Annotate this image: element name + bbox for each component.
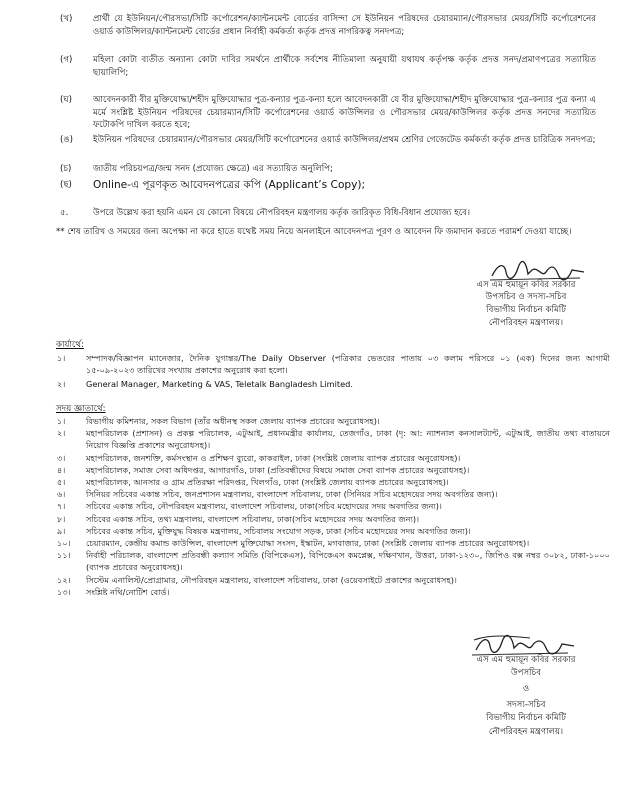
list-item-text: মহাপরিচালক, জনশক্তি, কর্মসংস্থান ও প্রশিক্ষণ ব্যুরো, কাকরাইল, ঢাকা (সংশ্লিষ্ট জেলায় ব্যাপক প্রচারের অনুরোধসহ)।: [86, 452, 461, 463]
signature-name: এস এম হুমায়ূন কবির সরকার: [476, 280, 576, 290]
list-item-number: ১২।: [57, 574, 71, 585]
list-item: [54, 415, 616, 427]
item-text: মহিলা কোটা ব্যতীত অন্যান্য কোটা দাবির সমর্থনে প্রার্থীকে সর্বশেষ নীতিমালা অনুযায়ী যথাযথ কর্তৃপক্ষ কর্তৃক প্রদত্ত সনদ/প্রমাণপত্রের সত্যায়িত ছায়ালিপি;: [93, 55, 596, 78]
list-item: [54, 476, 616, 488]
point-five-text: উপরে উল্লেখ করা হয়নি এমন যে কোনো বিষয়ে নৌপরিবহন মন্ত্রণালয় কর্তৃক জারিকৃত বিধি-বিধান প্রযোজ্য হবে।: [93, 208, 471, 218]
list-item: [54, 500, 616, 512]
item-kha: [0, 13, 618, 39]
list-item-number: ৬।: [57, 489, 66, 500]
list-item: [54, 513, 616, 525]
deadline-note: ** শেষ তারিখ ও সময়ের জন্য অপেক্ষা না করে হাতে যথেষ্ট সময় নিয়ে অনলাইনে আবেদনপত্র পূরণ ও আবেদন ফি জমাদান করতে পরামর্শ দেওয়া যাচ্ছে।: [56, 227, 572, 237]
list-item-text: সংশ্লিষ্ট নথি/নোটিশ বোর্ড।: [86, 586, 170, 597]
list-item: [54, 352, 616, 376]
info-heading: সদয় জ্ঞাতার্থে:: [56, 404, 106, 414]
list-item: [54, 574, 616, 586]
item-text: আবেদনকারী বীর মুক্তিযোদ্ধা/শহীদ মুক্তিযোদ্ধার পুত্র-কন্যার পুত্র-কন্যা হলে আবেদনকারী যে বীর মুক্তিযোদ্ধা/শহীদ মুক্তিযোদ্ধার পুত্র-কন্যার পুত্র কন্যা এ মর্মে সংশ্লিষ্ট ইউনিয়ন পরিষদের চেয়ারম্যান/সিটি কর্পোরেশনের ওয়ার্ড কাউন্সিলর ও পৌরসভার মেয়র/কাউন্সিলর কর্তৃক প্রদত্ত সনদের সত্যায়িত ফটোকপি দাখিল করতে হবে;: [93, 95, 596, 131]
list-item-number: ৫।: [57, 477, 66, 488]
list-item-text: সিস্টেম এনালিস্ট/প্রোগ্রামার, নৌপরিবহন মন্ত্রণালয়, বাংলাদেশ সচিবালয়, ঢাকা (ওয়েবসাইটে প্রকাশের অনুরোধসহ)।: [86, 574, 457, 585]
list-item-number: ৪।: [57, 464, 66, 475]
signature-designation: উপসচিব: [510, 668, 542, 678]
list-item: [54, 488, 616, 500]
list-item-text: মহাপরিচালক (প্রশাসন) ও প্রকল্প পরিচালক, এটুআই, প্রধানমন্ত্রীর কার্যালয়, তেজগাঁও, ঢাকা (দৃ: আ: ন্যাশনাল কনসালট্যান্ট, এটুআই, জাতীয় তথ্য বাতায়নে নিয়োগ বিজ্ঞপ্তি প্রকাশের অনুরোধসহ)।: [86, 428, 610, 451]
item-mark: (গ): [60, 55, 73, 65]
list-item-text: সিনিয়র সচিবের একান্ত সচিব, জনপ্রশাসন মন্ত্রণালয়, বাংলাদেশ সচিবালয়, ঢাকা (সিনিয়র সচিব মহোদয়ের সদয় অবগতির জন্য)।: [86, 489, 498, 500]
list-item-number: ১।: [57, 353, 66, 363]
item-chha: [0, 179, 618, 195]
item-mark: (ছ): [60, 180, 72, 190]
signature-role: সদস্য-সচিব: [506, 700, 546, 710]
point-five-mark: ৫.: [60, 208, 69, 218]
item-cha: [0, 163, 618, 177]
item-ga: [0, 54, 618, 80]
list-item: [54, 464, 616, 476]
item-mark: (চ): [60, 164, 72, 174]
item-mark: (খ): [60, 14, 73, 24]
point-five: [0, 207, 618, 221]
item-uma: [0, 134, 618, 160]
list-item: [54, 427, 616, 451]
list-item-number: ৮।: [57, 513, 66, 524]
list-item-text: সম্পাদক/বিজ্ঞাপন ম্যানেজার, দৈনিক যুগান্তর/The Daily Observer (পত্রিকার ভেতরের পাতায় ০৩ কলাম পরিসরে ০১ (এক) দিনের জন্য আগামী ১৫-০৯-২০২৩ তারিখের সংখ্যায় প্রকাশের অনুরোধ করা হলো।: [86, 353, 610, 376]
signature-name: এস এম হুমায়ূন কবির সরকার: [476, 655, 576, 665]
list-item-text: চেয়ারম্যান, কেন্দ্রীয় কমান্ড কাউন্সিল, বাংলাদেশ মুক্তিযোদ্ধা সংসদ, ইস্কাটন, মগবাজার, ঢাকা (সংশ্লিষ্ট জেলায় ব্যাপক প্রচারের অনুরোধসহ)।: [86, 538, 530, 549]
signature-ministry: নৌপরিবহন মন্ত্রণালয়।: [488, 318, 564, 328]
list-item-text: বিভাগীয় কমিশনার, সকল বিভাগ (তাঁর অধীনস্থ সকল জেলায় ব্যাপক প্রচারের অনুরোধসহ)।: [86, 416, 380, 426]
signature-designation: উপসচিব ও সদস্য-সচিব: [485, 292, 567, 302]
list-item: [54, 378, 616, 390]
list-item-number: ৯।: [57, 525, 66, 536]
item-text: জাতীয় পরিচয়পত্র/জন্ম সনদ (প্রযোজ্য ক্ষেত্রে) এর সত্যায়িত অনুলিপি;: [93, 164, 333, 174]
list-item-number: ২।: [57, 428, 66, 439]
item-text: ইউনিয়ন পরিষদের চেয়ারম্যান/পৌরসভার মেয়র/সিটি কর্পোরেশনের ওয়ার্ড কাউন্সিলর/প্রথম শ্রেণির গেজেটেড কর্মকর্তা কর্তৃক প্রদত্ত চারিত্রিক সনদপত্র;: [93, 135, 596, 145]
list-item: [54, 586, 616, 598]
list-item: [54, 452, 616, 464]
list-item-number: ১০।: [57, 538, 71, 549]
item-mark: (ঘ): [60, 95, 73, 105]
list-item-number: ১৩।: [57, 586, 71, 597]
list-item-number: ২।: [57, 379, 66, 390]
signature-ministry: নৌপরিবহন মন্ত্রণালয়।: [488, 727, 564, 737]
list-item-text: মহাপরিচালক, সমাজ সেবা অধিদপ্তর, আগারগাঁও, ঢাকা (প্রতিবন্ধীদের বিষয়ে সমাজ সেবা ব্যাপক প্রচারের অনুরোধসহ)।: [86, 464, 470, 475]
list-item-text: General Manager, Marketing & VAS, Teletalk Bangladesh Limited.: [86, 379, 353, 390]
list-item-text: সচিবের একান্ত সচিব, মুক্তিযুদ্ধ বিষয়ক মন্ত্রণালয়, সচিবালয় সংযোগ সড়ক, ঢাকা (সচিব মহোদয়ের সদয় অবগতির জন্য)।: [86, 525, 471, 536]
list-item: [54, 537, 616, 549]
list-item-number: ৭।: [57, 501, 66, 512]
item-gha: [0, 94, 618, 134]
action-heading: কার্যার্থে:: [56, 340, 84, 350]
list-item-text: সচিবের একান্ত সচিব, নৌপরিবহন মন্ত্রণালয়, বাংলাদেশ সচিবালয়, ঢাকা(সচিব মহোদয়ের সদয় অবগতির জন্য)।: [86, 501, 442, 512]
list-item-text: মহাপরিচালক, আনসার ও গ্রাম প্রতিরক্ষা পরিদপ্তর, খিলগাঁও, ঢাকা (সংশ্লিষ্ট জেলায় ব্যাপক প্রচারের অনুরোধসহ)।: [86, 477, 449, 488]
list-item-number: ১।: [57, 416, 66, 426]
signature-committee: বিভাগীয় নির্বাচন কমিটি: [486, 305, 566, 315]
list-item-number: ৩।: [57, 452, 66, 463]
list-item: [54, 525, 616, 537]
list-item-text: নির্বাহী পরিচালক, বাংলাদেশ প্রতিবন্ধী কল্যাণ সমিতি (বিপিকেএস), বিপিকেএস কমপ্লেক্স, দক্ষিণখান, উত্তরা, ঢাকা-১২৩০, জিপিও বক্স নম্বর ৩০৮২, ঢাকা-১০০০ (ব্যাপক প্রচারের অনুরোধসহ)।: [86, 550, 610, 573]
item-text: Online-এ পূরণকৃত আবেদনপত্রের কপি (Applicant’s Copy);: [93, 179, 366, 191]
list-item: [54, 549, 616, 573]
list-item-text: সচিবের একান্ত সচিব, তথ্য মন্ত্রণালয়, বাংলাদেশ সচিবালয়, ঢাকা(সচিব মহোদয়ের সদয় অবগতির জন্য)।: [86, 513, 420, 524]
signature-committee: বিভাগীয় নির্বাচন কমিটি: [486, 713, 566, 723]
item-text: প্রার্থী যে ইউনিয়ন/পৌরসভা/সিটি কর্পোরেশন/ক্যান্টনমেন্ট বোর্ডের বাসিন্দা সে ইউনিয়ন পরিষদের চেয়ারম্যান/পৌরসভার মেয়র/সিটি কর্পোরেশনের ওয়ার্ড কাউন্সিলর/ক্যান্টনমেন্ট বোর্ডের প্রধান নির্বাহী কর্মকর্তা কর্তৃক প্রদত্ত নাগরিকত্ব সনদপত্র;: [93, 14, 596, 37]
signature-conjunction: ও: [522, 684, 530, 694]
info-list: [54, 415, 616, 598]
item-mark: (ঙ): [60, 135, 74, 145]
action-list: [54, 352, 616, 391]
list-item-number: ১১।: [57, 550, 71, 561]
